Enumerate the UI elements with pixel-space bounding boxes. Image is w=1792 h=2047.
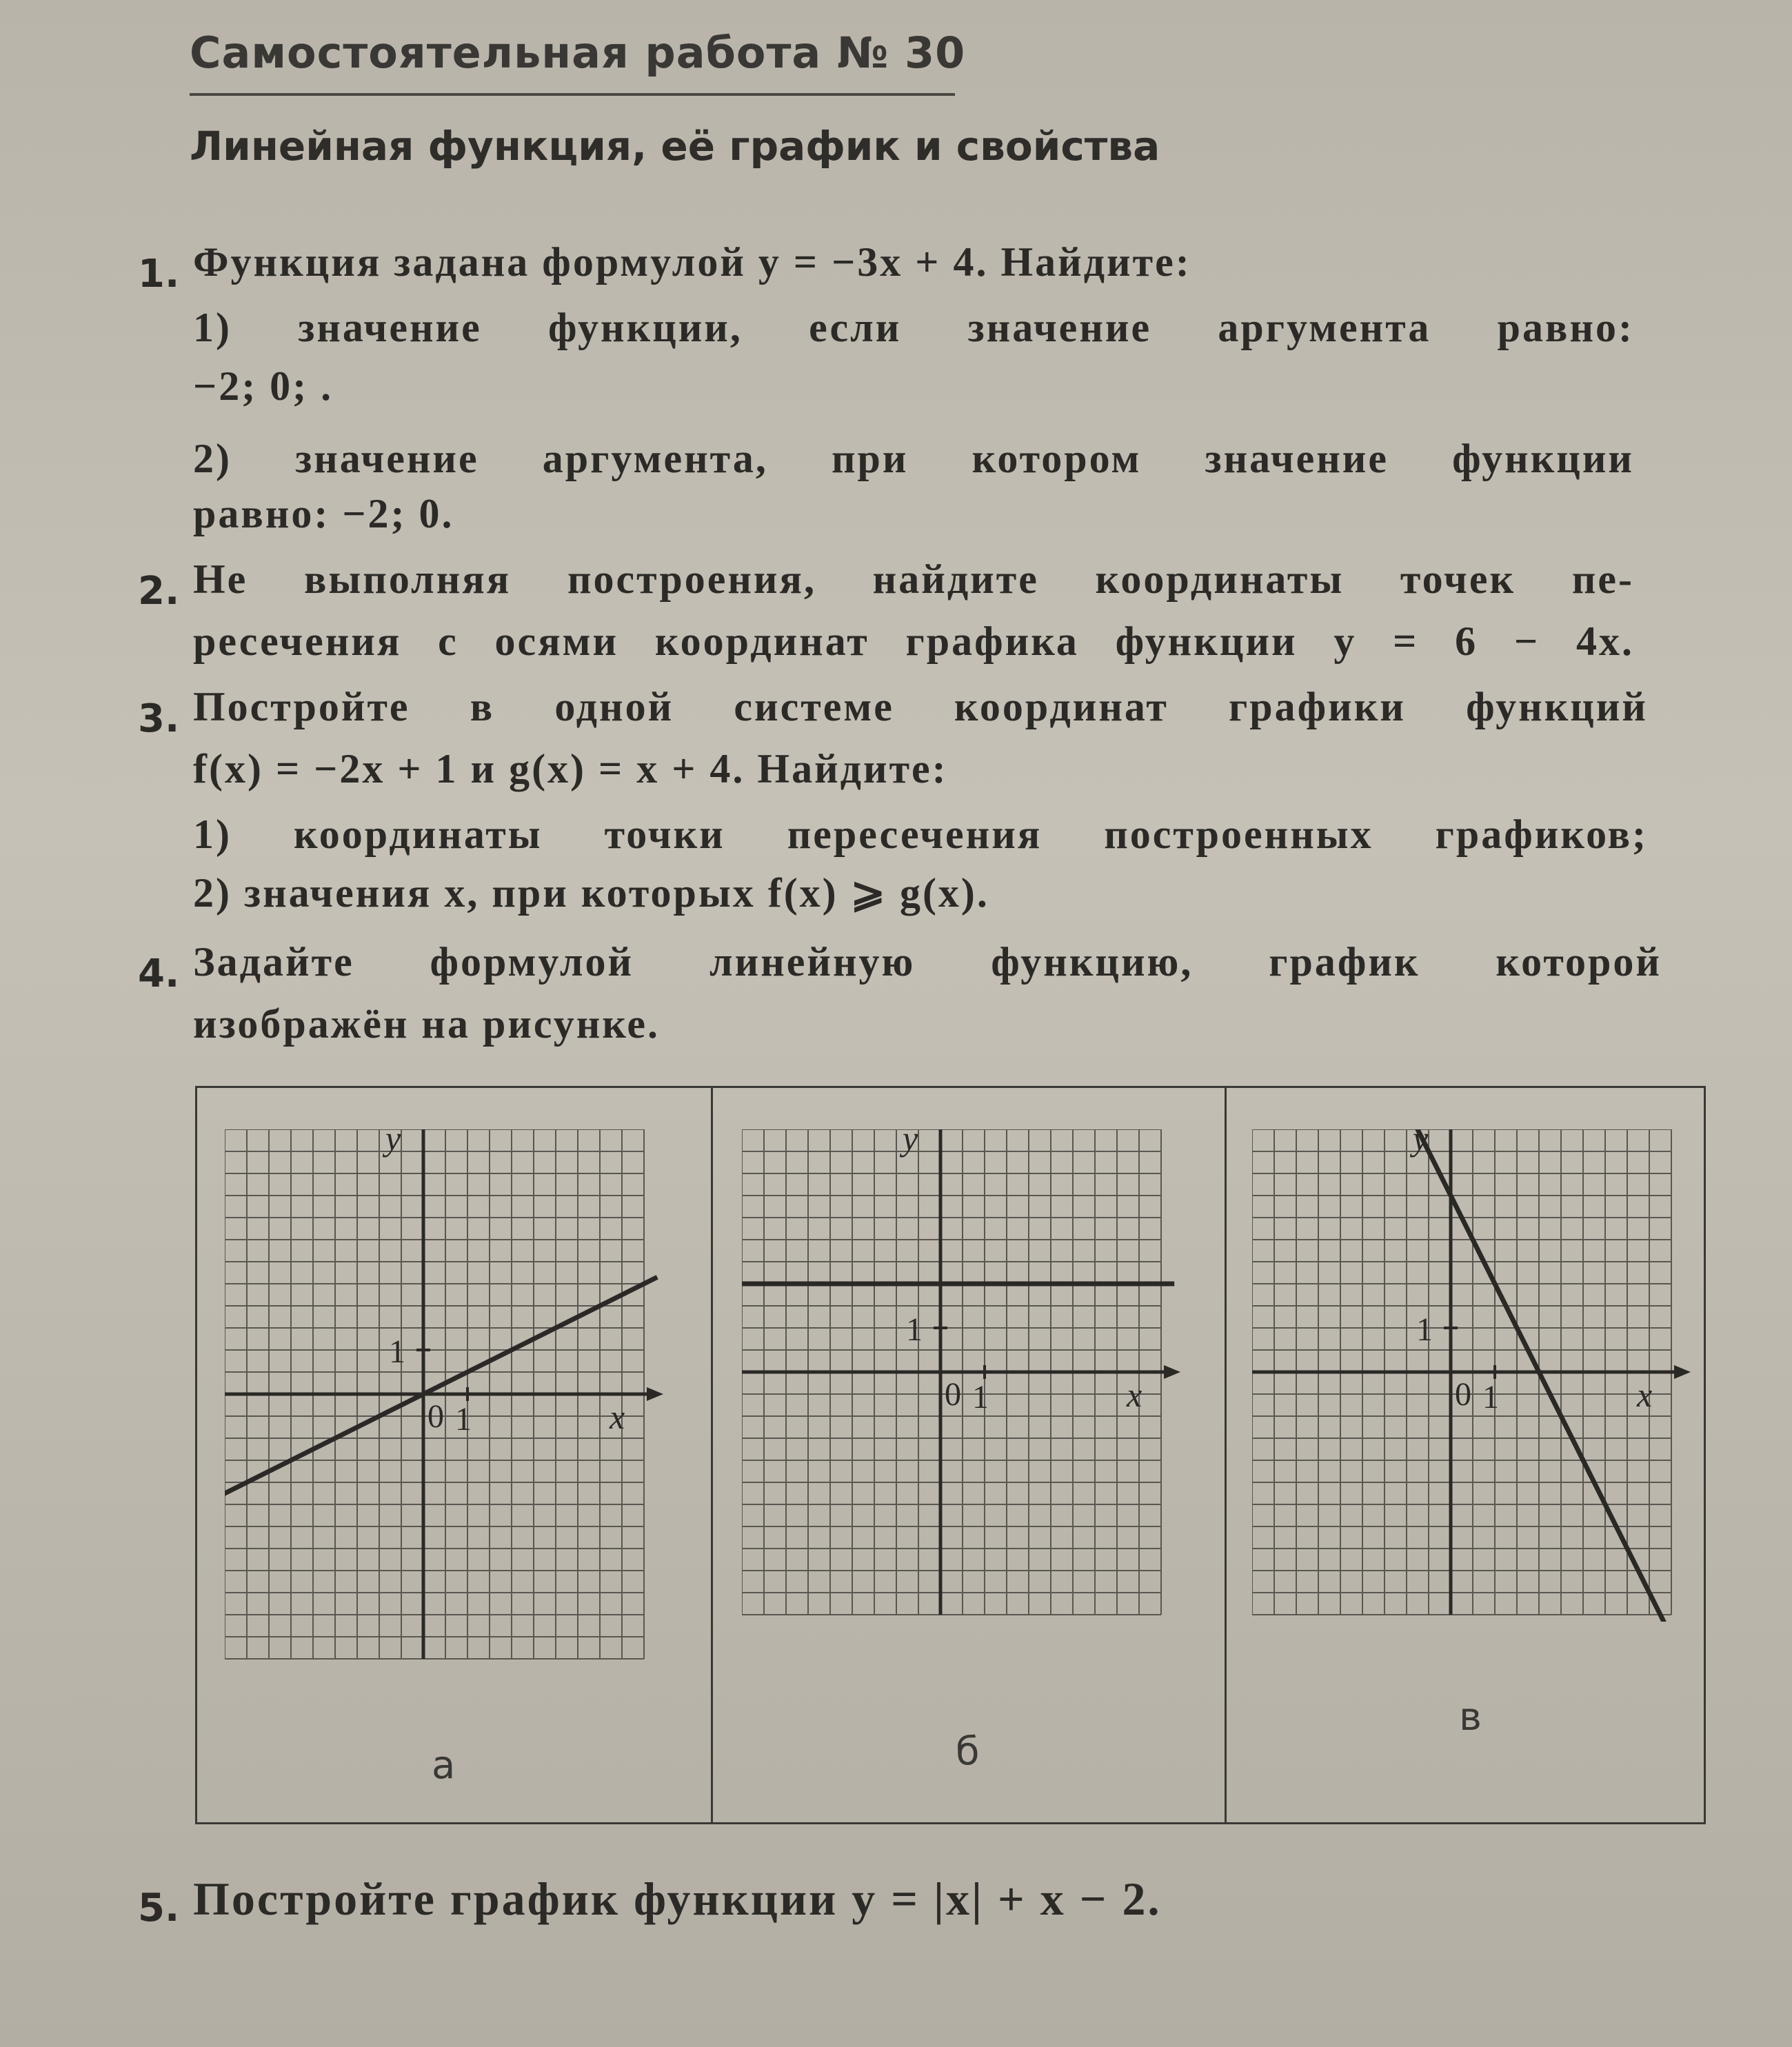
x-axis-label: x xyxy=(1127,1375,1142,1414)
task-1-number: 1. xyxy=(138,252,180,296)
task-2-line-2: ресечения с осями координат графика функции y = 6 − 4x. xyxy=(193,618,1634,664)
title-underline xyxy=(190,93,955,96)
function-line xyxy=(225,1277,657,1500)
task-3-line-1: Постройте в одной системе координат графики функций xyxy=(193,684,1648,729)
origin-label: 0 xyxy=(945,1376,961,1413)
x-unit-label: 1 xyxy=(972,1379,989,1415)
graph-b-caption: б xyxy=(956,1729,980,1774)
y-axis-label: y xyxy=(1413,1129,1429,1158)
task-4-line-1: Задайте формулой линейную функцию, график которой xyxy=(193,939,1662,985)
graph-c-caption: в xyxy=(1459,1695,1482,1740)
graph-c xyxy=(1252,1129,1693,1695)
x-axis-label: x xyxy=(1637,1375,1653,1414)
task-3-line-3: 1) координаты точки пересечения построенных графиков; xyxy=(193,811,1648,857)
x-unit-label: 1 xyxy=(455,1401,472,1438)
task-5-line-1: Постройте график функции y = |x| + x − 2. xyxy=(193,1873,1162,1925)
task-4-line-2: изображён на рисунке. xyxy=(193,1001,661,1047)
x-unit-label: 1 xyxy=(1482,1379,1499,1415)
graph-divider-2 xyxy=(1225,1088,1227,1822)
graph-b xyxy=(742,1129,1183,1695)
worksheet-title: Самостоятельная работа № 30 xyxy=(190,28,966,78)
origin-label: 0 xyxy=(1455,1376,1471,1413)
y-unit-label: 1 xyxy=(906,1311,923,1348)
graph-a-caption: а xyxy=(432,1743,456,1788)
task-2-number: 2. xyxy=(138,569,180,614)
worksheet-subtitle: Линейная функция, её график и свойства xyxy=(190,123,1160,170)
graphs-frame xyxy=(195,1086,1706,1824)
x-axis-arrow-icon xyxy=(1164,1365,1180,1379)
task-1-line-3: −2; 0; . xyxy=(193,363,334,409)
task-1-line-4: 2) значение аргумента, при котором значение функции xyxy=(193,436,1634,481)
x-axis-arrow-icon xyxy=(1674,1365,1691,1379)
graph-a xyxy=(225,1129,666,1695)
y-unit-label: 1 xyxy=(389,1333,405,1370)
x-axis-label: x xyxy=(610,1398,625,1436)
task-1-line-2: 1) значение функции, если значение аргумента равно: xyxy=(193,305,1634,350)
task-5-number: 5. xyxy=(138,1886,180,1930)
task-1-line-1: Функция задана формулой y = −3x + 4. Найдите: xyxy=(193,239,1191,285)
x-axis-arrow-icon xyxy=(647,1387,663,1401)
y-axis-label: y xyxy=(385,1129,401,1158)
task-4-number: 4. xyxy=(138,951,180,996)
origin-label: 0 xyxy=(427,1398,444,1435)
task-3-number: 3. xyxy=(138,696,180,741)
y-axis-label: y xyxy=(903,1129,918,1158)
task-1-line-5: равно: −2; 0. xyxy=(193,491,454,536)
y-unit-label: 1 xyxy=(1416,1311,1433,1348)
graph-divider-1 xyxy=(711,1088,713,1822)
task-3-line-2: f(x) = −2x + 1 и g(x) = x + 4. Найдите: xyxy=(193,746,948,791)
task-2-line-1: Не выполняя построения, найдите координаты точек пе- xyxy=(193,556,1634,602)
task-3-line-4: 2) значения x, при которых f(x) ⩾ g(x). xyxy=(193,870,989,916)
